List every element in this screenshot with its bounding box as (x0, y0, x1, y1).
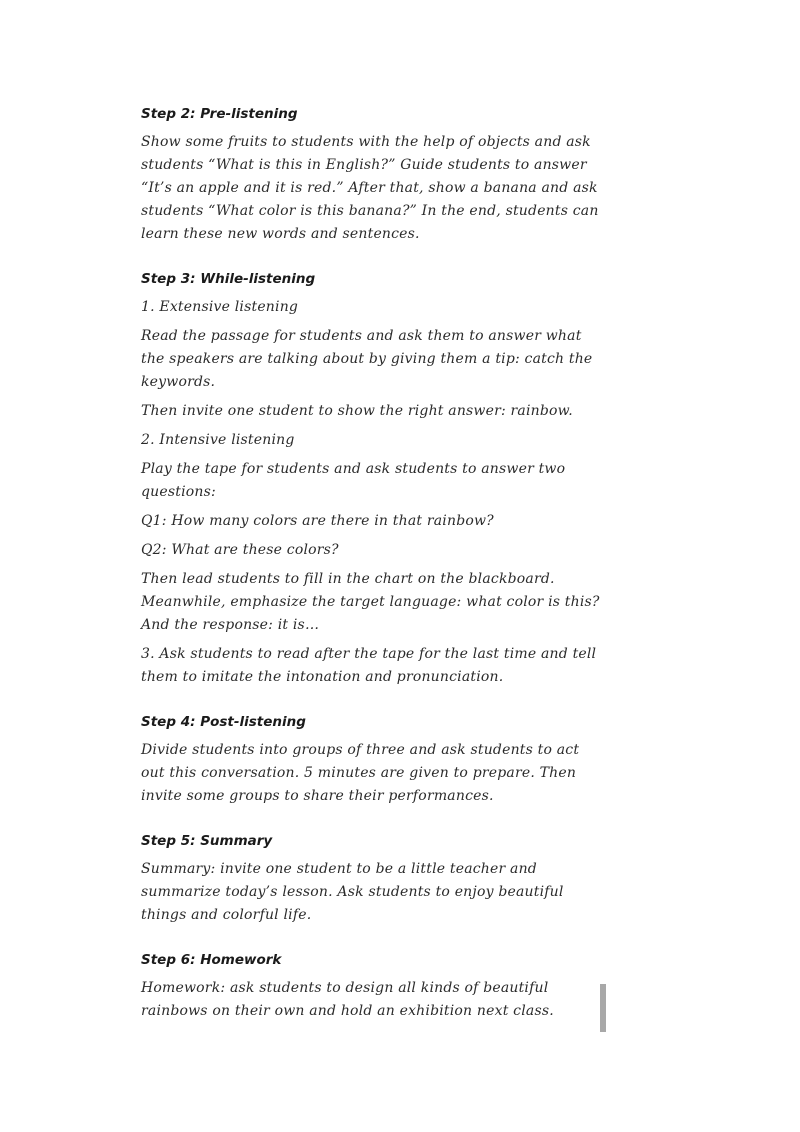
section-heading: Step 5: Summary (141, 833, 273, 849)
paragraph: Divide students into groups of three and ask students to act out this conversation. 5 minutes are given to prepare. Then invite some groups to share their performances. (141, 742, 580, 804)
section-post-listening (141, 710, 601, 808)
paragraph: Play the tape for students and ask students to answer two questions: (141, 461, 566, 500)
margin-bar (600, 984, 606, 1032)
paragraph: Then lead students to fill in the chart on the blackboard. Meanwhile, emphasize the target language: what color is this? And the response: it is… (141, 571, 600, 633)
paragraph: 1. Extensive listening (141, 299, 299, 315)
section-heading: Step 3: While-listening (141, 271, 316, 287)
section-heading: Step 4: Post-listening (141, 714, 306, 730)
section-heading: Step 2: Pre-listening (141, 106, 298, 122)
paragraph: Q2: What are these colors? (141, 542, 339, 558)
paragraph: 3. Ask students to read after the tape for the last time and tell them to imitate the intonation and pronunciation. (141, 646, 597, 685)
section-while-listening (141, 267, 601, 689)
paragraph: Homework: ask students to design all kinds of beautiful rainbows on their own and hold an exhibition next class. (141, 980, 554, 1019)
section-homework (141, 948, 601, 1023)
paragraph: Summary: invite one student to be a little teacher and summarize today’s lesson. Ask students to enjoy beautiful things and colorful life. (141, 861, 564, 923)
paragraph: Q1: How many colors are there in that rainbow? (141, 513, 494, 529)
section-heading: Step 6: Homework (141, 952, 282, 968)
paragraph: Read the passage for students and ask them to answer what the speakers are talking about by giving them a tip: catch the keywords. (141, 328, 593, 390)
section-pre-listening (141, 102, 601, 246)
paragraph: Show some fruits to students with the help of objects and ask students “What is this in English?” Guide students to answer “It’s an apple and it is red.” After that, show a banana and ask students “What color is this banana?” In the end, students can learn these new words and sentences. (141, 134, 599, 242)
section-summary (141, 829, 601, 927)
document-page (141, 102, 601, 1023)
paragraph: 2. Intensive listening (141, 432, 295, 448)
paragraph: Then invite one student to show the right answer: rainbow. (141, 403, 573, 419)
